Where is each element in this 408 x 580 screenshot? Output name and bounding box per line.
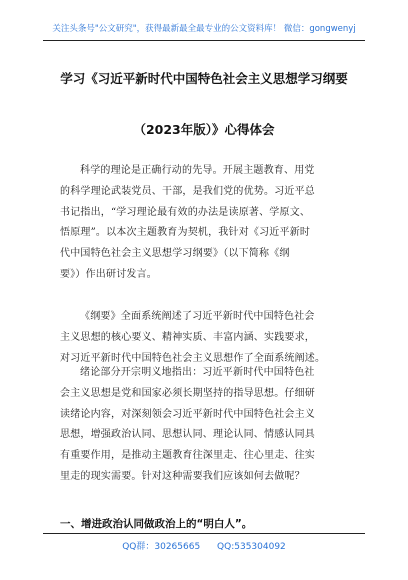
header-divider (43, 40, 365, 41)
paragraph-line: 里走的现实需要。针对这种需要我们应该如何去做呢？ (60, 470, 305, 482)
paragraph-line: 读绪论内容，对深刻领会习近平新时代中国特色社会主义 (60, 408, 315, 420)
paragraph-line: 要》）作出研讨发言。 (60, 268, 157, 280)
paragraph-line: 主义思想的核心要义、精神实质、丰富内涵、实践要求， (60, 331, 315, 343)
paragraph-line: 《纲要》全面系统阐述了习近平新时代中国特色社会 (80, 311, 315, 322)
paragraph-line: 对习近平新时代中国特色社会主义思想作了全面系统阐述。 (60, 352, 326, 364)
section-heading: 一、增进政治认同做政治上的“明白人”。 (60, 518, 253, 530)
paragraph-line: 代中国特色社会主义思想学习纲要》（以下简称《纲 (60, 248, 290, 260)
footer-note: QQ群：30265665 QQ:535304092 (122, 542, 286, 552)
paragraph-outline (60, 307, 348, 369)
paragraph-line: 科学的理论是正确行动的先导。开展主题教育、用党 (80, 165, 315, 176)
paragraph-introduction-section (60, 363, 348, 488)
paragraph-line: 思想，增强政治认同、思想认同、理论认同、情感认同具 (60, 429, 315, 441)
paragraph-line: 悟原理”。以本次主题教育为契机，我针对《习近平新时 (60, 227, 311, 239)
paragraph-line: 书记指出，“学习理论最有效的办法是读原著、学原文、 (60, 206, 311, 218)
paragraph-line: 会主义思想是党和国家必须长期坚持的指导思想。仔细研 (60, 387, 315, 399)
paragraph-intro (60, 161, 348, 286)
header-note: 关注头条号"公文研究"，获得最新最全最专业的公文资料库！ 微信：gongwenyj (52, 24, 356, 34)
footer-divider (43, 533, 365, 534)
paragraph-line: 有重要作用，是推动主题教育往深里走、往心里走、往实 (60, 450, 315, 462)
document-title-line2: （2023年版）》心得体会 (133, 122, 275, 137)
paragraph-line: 的科学理论武装党员、干部，是我们党的优势。习近平总 (60, 185, 315, 197)
paragraph-line: 绪论部分开宗明义地指出：习近平新时代中国特色社 (80, 367, 315, 378)
document-title-line1: 学习《习近平新时代中国特色社会主义思想学习纲要 (60, 71, 348, 86)
